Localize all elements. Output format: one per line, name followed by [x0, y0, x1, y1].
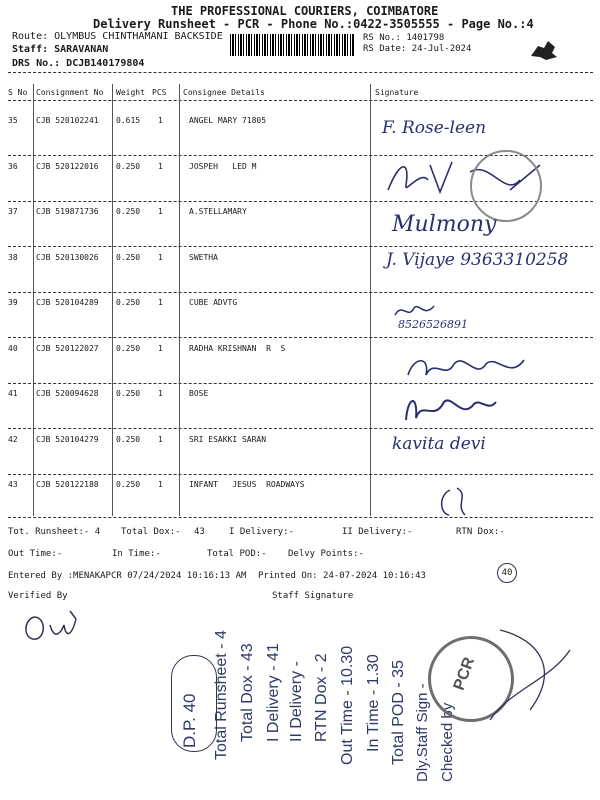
entered-by: Entered By :MENAKAPCR 07/24/2024 10:16:13 AM [8, 571, 247, 581]
row-pcs: 1 [158, 344, 163, 353]
dp-note: D.P. 40 [180, 693, 199, 748]
stamp-out-time: Out Time - 10.30 [339, 645, 356, 765]
runsheet-title: Delivery Runsheet - PCR - Phone No.:0422-3505555 - Page No.:4 [93, 17, 534, 31]
verifier-initials [20, 605, 82, 647]
staff-signature: Staff Signature [272, 591, 354, 601]
row-sno: 42 [8, 435, 18, 444]
row-pcs: 1 [158, 435, 163, 444]
col-weight: Weight [116, 88, 145, 97]
stamp-ii-delivery: II Delivery - [288, 661, 305, 742]
row-consignment: CJB 520104289 [36, 298, 99, 307]
company-title: THE PROFESSIONAL COURIERS, COIMBATORE [171, 4, 439, 18]
col-consignment: Consignment No [36, 88, 104, 97]
row-weight: 0.250 [116, 344, 141, 353]
row-consignment: CJB 520104279 [36, 435, 99, 444]
row-divider [8, 337, 593, 338]
row-weight: 0.250 [116, 389, 141, 398]
pcr-stamp-text: PCR [450, 655, 479, 693]
row-divider [8, 428, 593, 429]
row-pcs: 1 [158, 207, 163, 216]
stamp-in-time: In Time - 1.30 [365, 654, 382, 752]
col-signature: Signature [375, 88, 419, 97]
row-sno: 39 [8, 298, 18, 307]
signature-39-phone: 8526526891 [398, 318, 468, 331]
total-dox-value: 43 [194, 527, 205, 537]
row-consignment: CJB 520130026 [36, 253, 99, 262]
drs-number: DRS No.: DCJB140179804 [12, 58, 145, 69]
row-consignee: CUBE ADVTG [189, 298, 238, 307]
row-weight: 0.250 [116, 298, 141, 307]
signature-38: J. Vijaye 9363310258 [386, 250, 569, 270]
stamp-checked-by: Checked by [439, 702, 456, 782]
column-rule [112, 84, 113, 516]
rs-number: RS No.: 1401798 [363, 33, 445, 43]
printed-on: Printed On: 24-07-2024 10:16:43 [258, 571, 426, 581]
row-consignment: CJB 520122016 [36, 162, 99, 171]
stamp-total-dox: Total Dox - 43 [239, 643, 256, 742]
row-sno: 35 [8, 116, 18, 125]
row-consignee: RADHA KRISHNAN R S [189, 344, 286, 353]
signature-37: Mulmony [392, 212, 497, 237]
col-consignee: Consignee Details [183, 88, 265, 97]
row-consignment: CJB 519871736 [36, 207, 99, 216]
circled-number: 40 [497, 563, 517, 583]
row-consignee: ANGEL MARY 71805 [189, 116, 267, 125]
table-bottom-divider [8, 517, 593, 518]
row-pcs: 1 [158, 389, 163, 398]
map-mark-icon [528, 38, 560, 64]
tot-runsheet: Tot. Runsheet:- 4 [8, 527, 101, 537]
signature-41 [400, 390, 500, 426]
row-divider [8, 246, 593, 247]
row-pcs: 1 [158, 480, 163, 489]
row-sno: 41 [8, 389, 18, 398]
row-consignee: SWETHA [189, 253, 218, 262]
row-pcs: 1 [158, 298, 163, 307]
row-consignee: INFANT JESUS ROADWAYS [189, 480, 305, 489]
verified-by: Verified By [8, 591, 68, 601]
stamp-dly-staff-sign: Dly.Staff Sign - [414, 683, 431, 782]
header-divider [8, 72, 593, 73]
row-consignee: BOSE [189, 389, 209, 398]
ii-delivery: II Delivery:- [342, 527, 413, 537]
row-consignee: A.STELLAMARY [189, 207, 247, 216]
row-sno: 43 [8, 480, 18, 489]
stamp-rtn-dox: RTN Dox - 2 [313, 653, 330, 742]
column-rule [370, 84, 371, 516]
row-consignee: SRI ESAKKI SARAN [189, 435, 267, 444]
signature-40 [400, 350, 530, 386]
row-divider [8, 292, 593, 293]
signature-43 [435, 485, 475, 520]
row-pcs: 1 [158, 253, 163, 262]
route-label: Route: OLYMBUS CHINTHAMANI BACKSIDE [12, 31, 223, 42]
row-sno: 37 [8, 207, 18, 216]
in-time: In Time:- [112, 549, 161, 559]
barcode [230, 34, 355, 56]
out-time: Out Time:- [8, 549, 63, 559]
col-pcs: PCS [152, 88, 167, 97]
row-pcs: 1 [158, 162, 163, 171]
row-consignment: CJB 520122027 [36, 344, 99, 353]
row-divider [8, 474, 593, 475]
row-consignee: JOSPEH LED M [189, 162, 257, 171]
row-consignment: CJB 520102241 [36, 116, 99, 125]
row-consignment: CJB 520122188 [36, 480, 99, 489]
signature-42: kavita devi [392, 434, 486, 454]
delvy-points: Delvy Points:- [288, 549, 364, 559]
rs-date: RS Date: 24-Jul-2024 [363, 44, 472, 54]
signature-35: F. Rose-leen [382, 118, 487, 138]
stamp-i-delivery: I Delivery - 41 [265, 643, 282, 742]
staff-label: Staff: SARAVANAN [12, 44, 109, 55]
column-rule [33, 84, 34, 516]
row-sno: 38 [8, 253, 18, 262]
row-weight: 0.250 [116, 207, 141, 216]
row-weight: 0.250 [116, 480, 141, 489]
i-delivery: I Delivery:- [229, 527, 295, 537]
row-consignment: CJB 520094628 [36, 389, 99, 398]
stamp-total-pod: Total POD - 35 [390, 660, 407, 765]
table-header-divider [8, 100, 593, 101]
row-pcs: 1 [158, 116, 163, 125]
row-weight: 0.250 [116, 162, 141, 171]
row-sno: 40 [8, 344, 18, 353]
column-rule [179, 84, 180, 516]
total-dox-label: Total Dox:- [121, 527, 181, 537]
row-sno: 36 [8, 162, 18, 171]
row-weight: 0.250 [116, 435, 141, 444]
staff-scribble [470, 620, 580, 730]
row-weight: 0.250 [116, 253, 141, 262]
rtn-dox: RTN Dox:- [456, 527, 505, 537]
total-pod: Total POD:- [207, 549, 267, 559]
row-weight: 0.615 [116, 116, 141, 125]
stamp-total-runsheet: Total Runsheet - 4 [213, 630, 230, 760]
col-sno: S No [8, 88, 28, 97]
